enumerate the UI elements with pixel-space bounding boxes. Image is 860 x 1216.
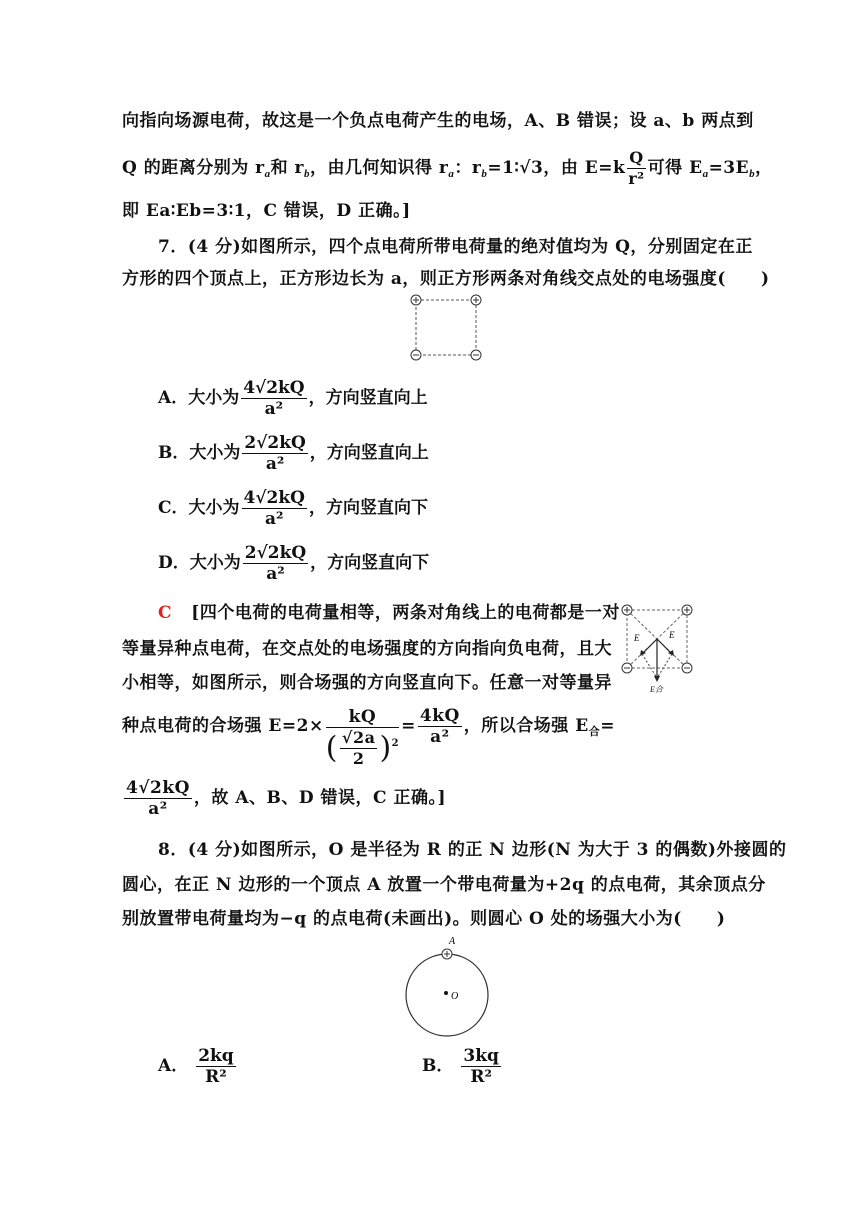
circumcircle	[406, 954, 488, 1036]
q7-option-d: D．大小为 $\frac{2√2kQ}{\text{a²}}$ ，方向竖直向下	[158, 543, 430, 584]
prev-explanation-line-1: 向指向场源电荷，故这是一个负点电荷产生的电场，A、B 错误；设 a、b 两点到	[122, 111, 754, 131]
dashed-square	[416, 300, 476, 355]
q7-option-a: A．大小为 $\frac{4√2kQ}{\text{a²}}$ ，方向竖直向上	[158, 378, 428, 419]
q8-circle-figure	[400, 932, 495, 1037]
q7-field-figure	[616, 600, 696, 695]
q7-explanation-line-1: C [四个电荷的电荷量相等，两条对角线上的电荷都是一对	[158, 603, 620, 623]
field-e-label-left: E	[634, 633, 640, 643]
negative-charge-icon	[411, 350, 421, 360]
q7-stem-line-1: 7．(4 分)如图所示，四个点电荷所带电荷量的绝对值均为 Q，分别固定在正	[158, 237, 753, 257]
positive-charge-icon	[411, 295, 421, 305]
positive-charge-icon	[622, 605, 632, 615]
center-point	[444, 991, 448, 995]
q7-explanation-line-3: 小相等，如图所示，则合场强的方向竖直向下。任意一对等量异	[122, 673, 612, 693]
positive-charge-icon	[442, 949, 452, 959]
q8-option-a: A． $\frac{2kq}{\text{R²}}$	[158, 1046, 234, 1087]
q7-stem-line-2: 方形的四个顶点上，正方形边长为 a，则正方形两条对角线交点处的电场强度( )	[122, 269, 770, 289]
negative-charge-icon	[622, 663, 632, 673]
field-e-label-right: E	[669, 630, 675, 640]
positive-charge-icon	[682, 605, 692, 615]
q7-explanation-line-4: 种点电荷的合场强 E=2× kQ ( $\frac{√2a}{2}$ )$^2$ = $\frac{4kQ}{\text{a²}}$ ，所以合场强 $E_合=$	[122, 706, 615, 768]
q8-option-b: B． $\frac{3kq}{\text{R²}}$	[422, 1046, 499, 1087]
q8-stem-line-3: 别放置带电荷量均为−q 的点电荷(未画出)。则圆心 O 处的场强大小为( )	[122, 909, 726, 929]
coulomb-fraction: $\frac{Q}{\text{r²}}$	[628, 148, 645, 188]
vertex-a-label: A	[449, 936, 456, 947]
q7-answer: C	[158, 603, 173, 623]
field-e-total-label: E合	[650, 685, 663, 694]
q7-option-b: B．大小为 $\frac{2√2kQ}{\text{a²}}$ ，方向竖直向上	[158, 433, 429, 474]
q7-explanation-line-2: 等量异种点电荷，在交点处的电场强度的方向指向负电荷，且大	[122, 639, 612, 659]
negative-charge-icon	[682, 663, 692, 673]
negative-charge-icon	[471, 350, 481, 360]
center-o-label: O	[451, 991, 459, 1002]
q7-square-figure	[405, 292, 485, 362]
prev-explanation-line-3: 即 Ea∶Eb=3∶1，C 错误，D 正确。]	[122, 201, 411, 221]
q7-option-c: C．大小为 $\frac{4√2kQ}{\text{a²}}$ ，方向竖直向下	[158, 488, 428, 529]
q8-stem-line-2: 圆心，在正 N 边形的一个顶点 A 放置一个带电荷量为+2q 的点电荷，其余顶点分	[122, 875, 766, 895]
positive-charge-icon	[471, 295, 481, 305]
q7-explanation-line-5: $\frac{4√2kQ}{\text{a²}}$ ，故 A、B、D 错误，C 正确。]	[126, 778, 447, 819]
q8-stem-line-1: 8．(4 分)如图所示，O 是半径为 R 的正 N 边形(N 为大于 3 的偶数)外接圆的	[158, 840, 787, 860]
prev-explanation-line-2: Q 的距离分别为 $r_a$和 $r_b$，由几何知识得 $r_a$：$r_b=1∶√3$，由 E=k $\frac{Q}{\text{r²}}$ 可得 $E_a=3E_b$，	[122, 148, 773, 188]
